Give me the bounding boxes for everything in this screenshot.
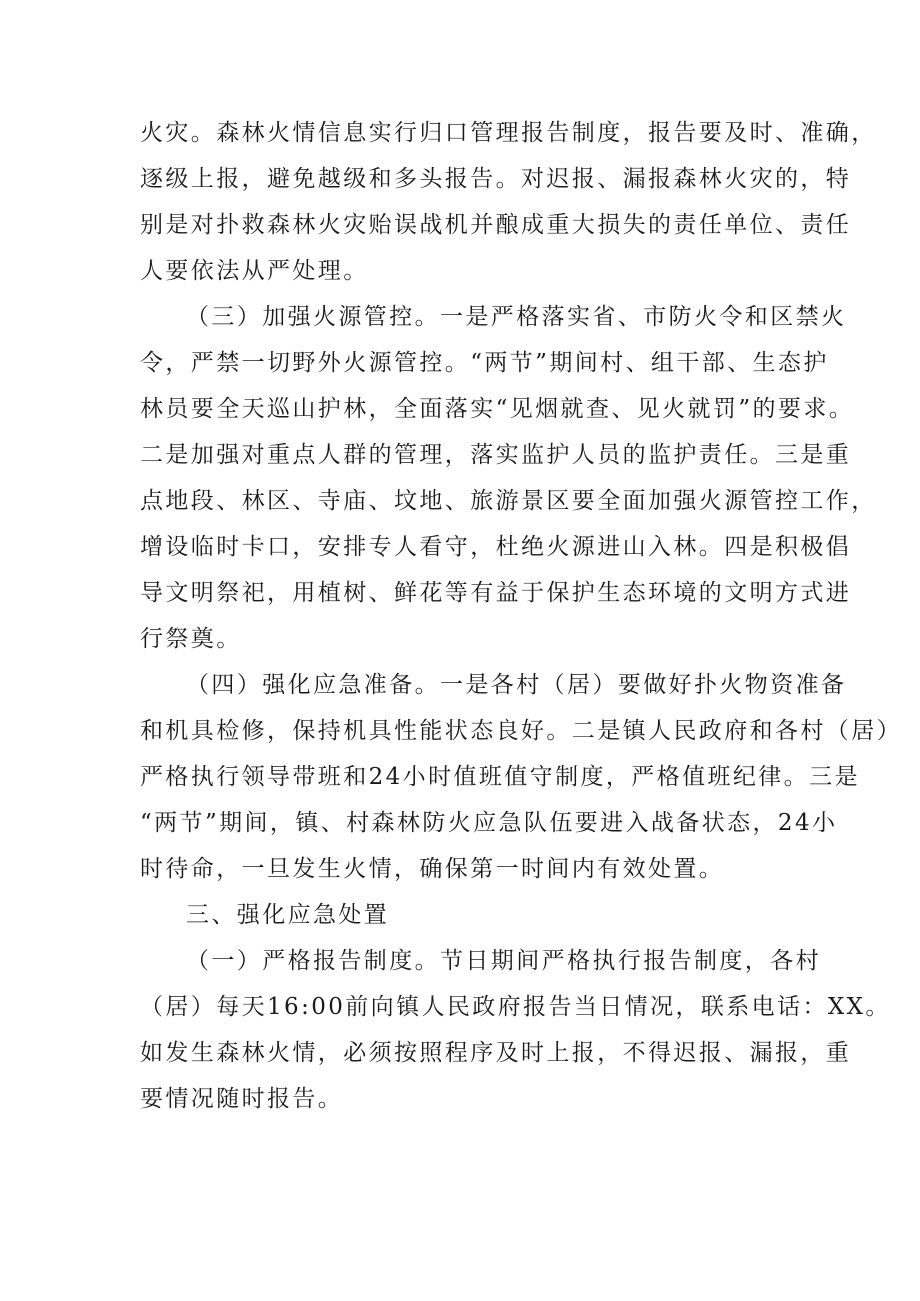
text-line: 点地段、林区、寺庙、坟地、旅游景区要全面加强火源管控工作， [140, 488, 877, 514]
text-line: 严格执行领导带班和24小时值班值守制度，严格值班纪律。三是 [140, 764, 860, 790]
paragraph-heading-line: （三）加强火源管控。一是严格落实省、市防火令和区禁火 [186, 304, 847, 330]
text-line: 要情况随时报告。 [140, 1086, 344, 1112]
text-line: 二是加强对重点人群的管理，落实监护人员的监护责任。三是重 [140, 442, 852, 468]
text-line: 行祭奠。 [140, 626, 242, 652]
section-heading: 三、强化应急处置 [186, 902, 390, 928]
text-line: 逐级上报，避免越级和多头报告。对迟报、漏报森林火灾的，特 [140, 166, 852, 192]
document-body [140, 110, 902, 1122]
text-line: 和机具检修，保持机具性能状态良好。二是镇人民政府和各村（居） [140, 718, 902, 744]
paragraph-heading-line: （四）强化应急准备。一是各村（居）要做好扑火物资准备 [186, 672, 847, 698]
paragraph-heading-line: （一）严格报告制度。节日期间严格执行报告制度，各村 [186, 948, 821, 974]
text-line: （居）每天16:00前向镇人民政府报告当日情况，联系电话：XX。 [140, 994, 891, 1020]
text-line: 人要依法从严处理。 [140, 258, 369, 284]
text-line: 别是对扑救森林火灾贻误战机并酿成重大损失的责任单位、责任 [140, 212, 852, 238]
text-line: 令，严禁一切野外火源管控。“两节”期间村、组干部、生态护 [140, 350, 829, 376]
text-line: 林员要全天巡山护林，全面落实“见烟就查、见火就罚”的要求。 [140, 396, 855, 422]
text-line: 导文明祭祀，用植树、鲜花等有益于保护生态环境的文明方式进 [140, 580, 852, 606]
text-line: 时待命，一旦发生火情，确保第一时间内有效处置。 [140, 856, 725, 882]
text-line: “两节”期间，镇、村森林防火应急队伍要进入战备状态，24小 [140, 810, 838, 836]
text-line: 火灾。森林火情信息实行归口管理报告制度，报告要及时、准确， [140, 120, 877, 146]
text-line: 如发生森林火情，必须按照程序及时上报，不得迟报、漏报，重 [140, 1040, 852, 1066]
text-line: 增设临时卡口，安排专人看守，杜绝火源进山入林。四是积极倡 [140, 534, 852, 560]
